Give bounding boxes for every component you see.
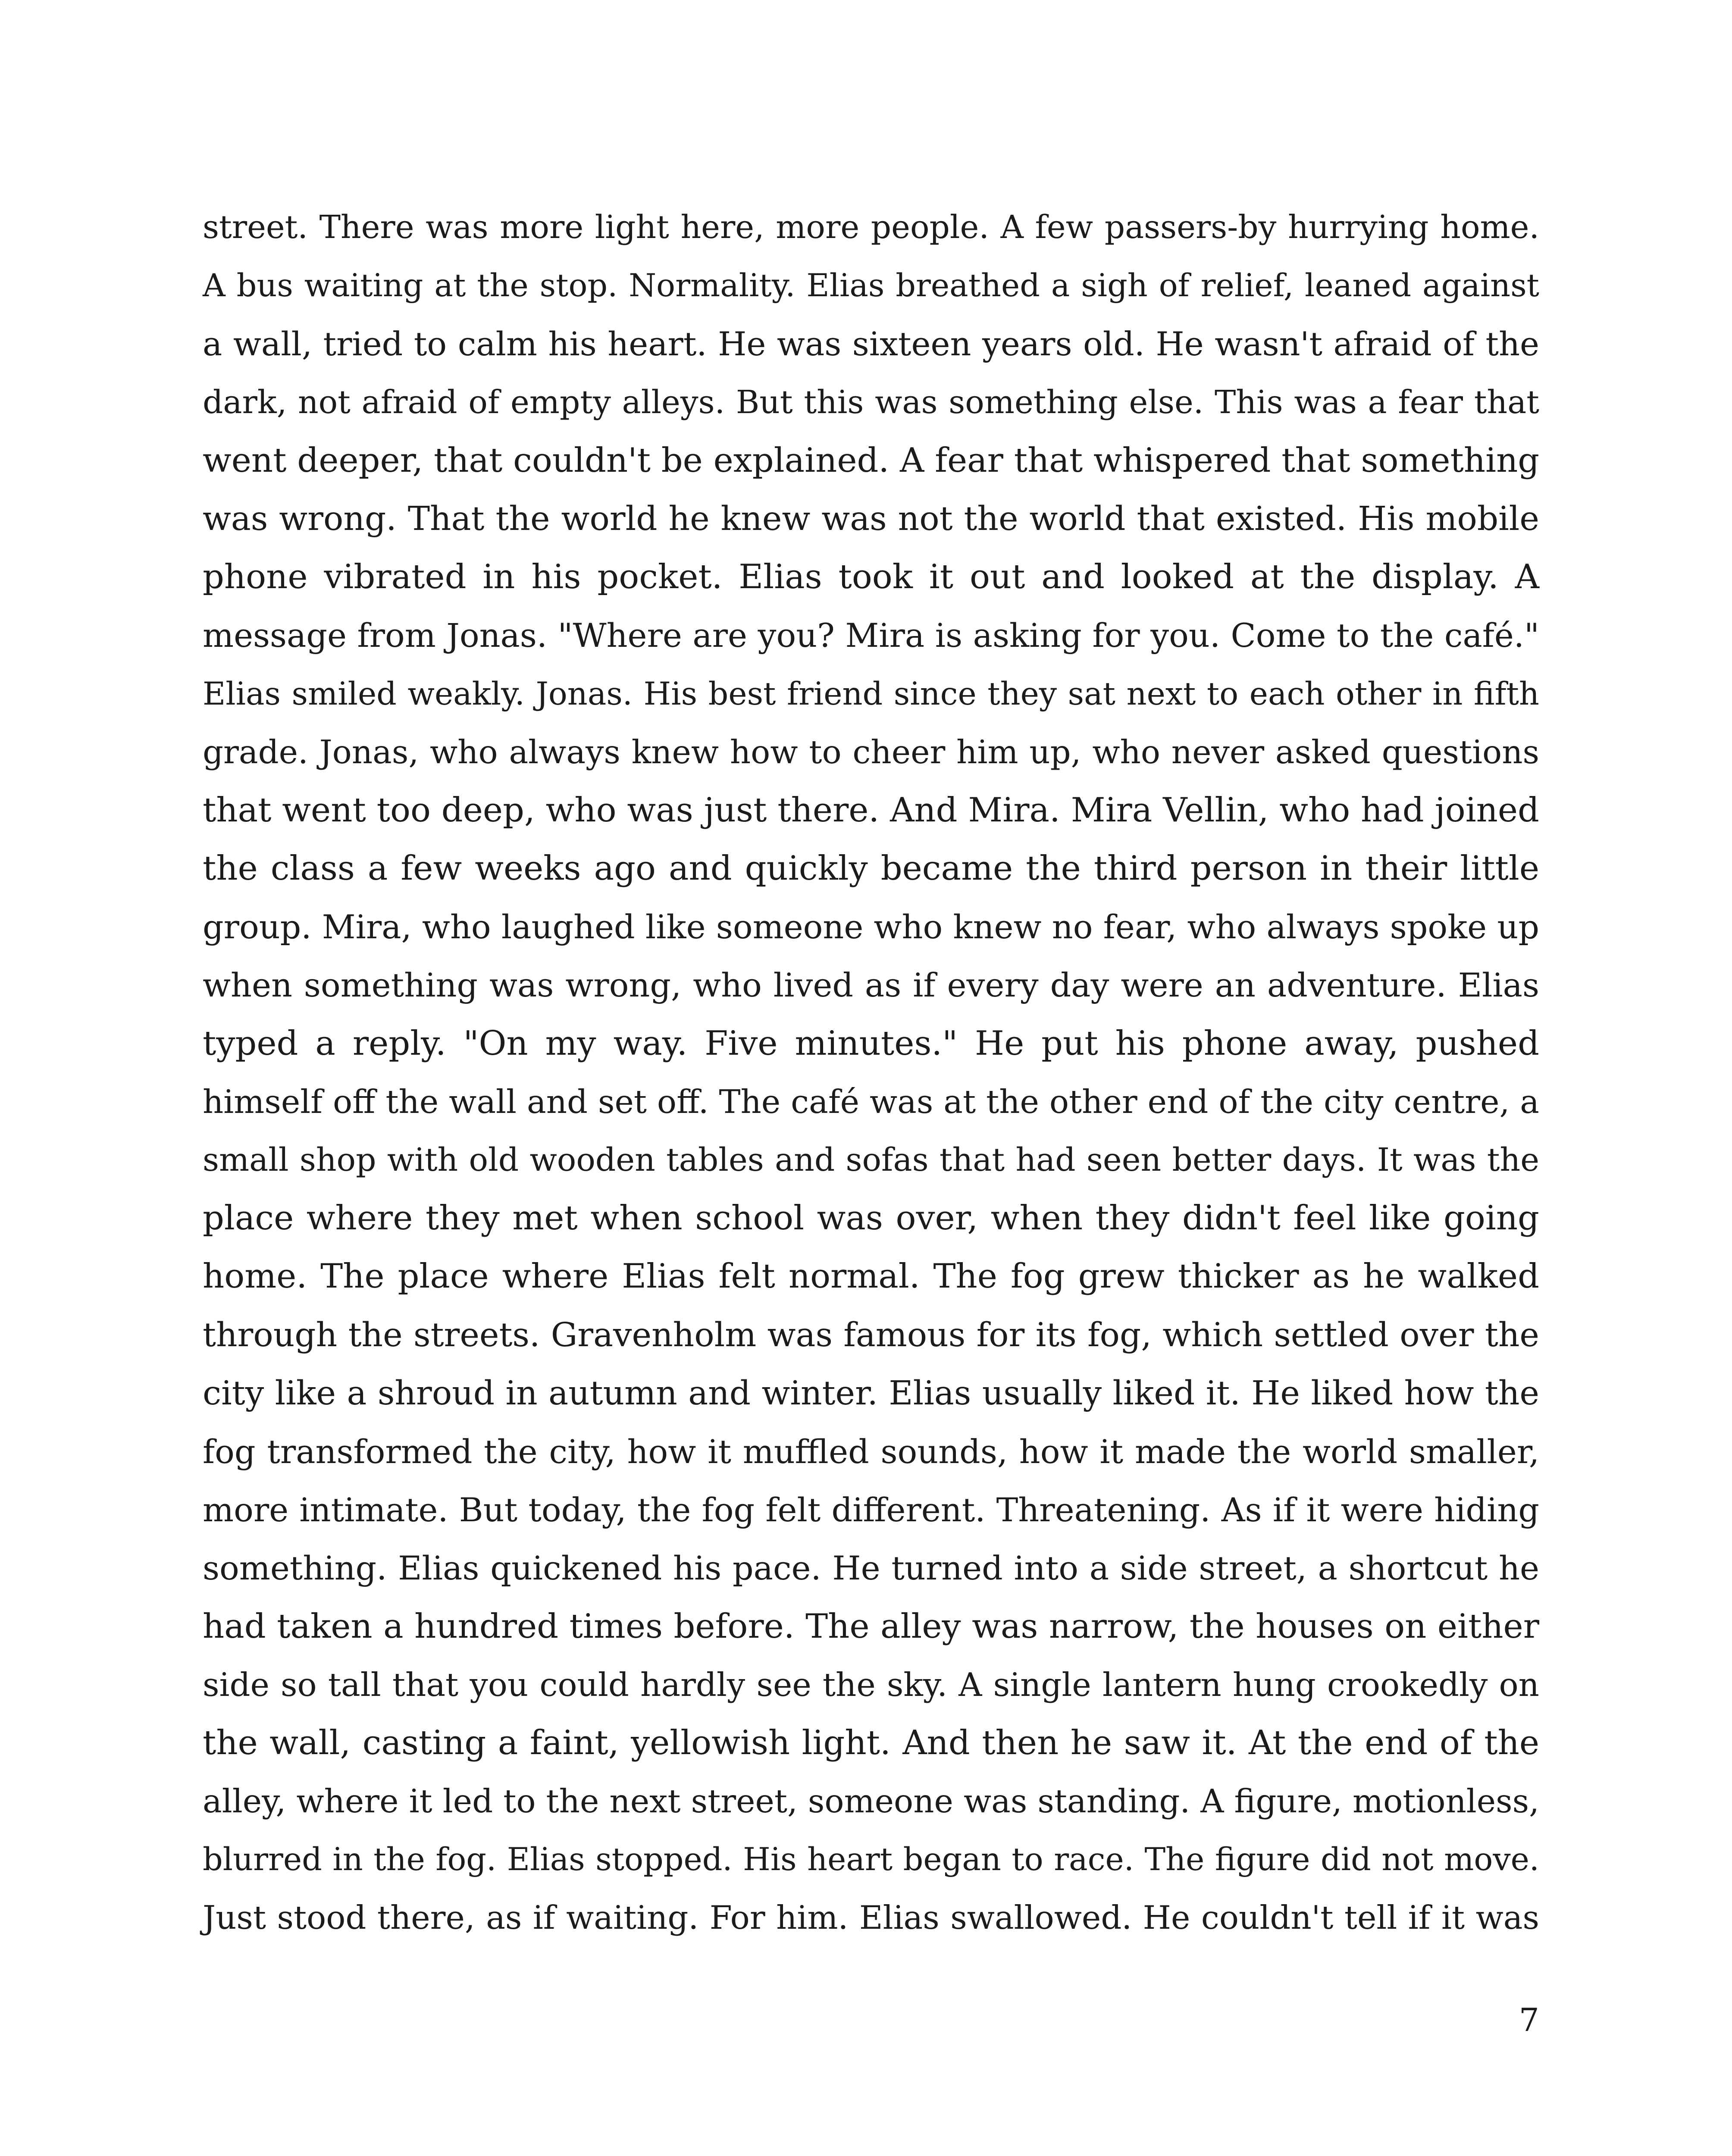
page-number: 7: [1519, 2002, 1539, 2039]
text-line-16: himself off the wall and set off. The café was at the other end of the city centre, a: [203, 1082, 1539, 1121]
text-line-2: A bus waiting at the stop. Normality. Elias breathed a sigh of relief, leaned against: [203, 267, 1539, 304]
text-line-22: fog transformed the city, how it muffled sounds, how it made the world smaller,: [203, 1432, 1539, 1471]
text-line-10: grade. Jonas, who always knew how to cheer him up, who never asked questions: [203, 733, 1539, 771]
text-line-12: the class a few weeks ago and quickly became the third person in their little: [203, 849, 1539, 888]
text-line-29: blurred in the fog. Elias stopped. His heart began to race. The figure did not move.: [203, 1841, 1539, 1878]
text-line-9: Elias smiled weakly. Jonas. His best friend since they sat next to each other in fifth: [203, 675, 1539, 712]
text-line-23: more intimate. But today, the fog felt different. Threatening. As if it were hiding: [203, 1491, 1539, 1529]
text-line-25: had taken a hundred times before. The alley was narrow, the houses on either: [203, 1607, 1539, 1646]
text-line-26: side so tall that you could hardly see the sky. A single lantern hung crookedly on: [203, 1665, 1539, 1704]
text-line-14: when something was wrong, who lived as if every day were an adventure. Elias: [203, 966, 1539, 1005]
text-line-18: place where they met when school was over, when they didn't feel like going: [203, 1199, 1539, 1238]
text-line-8: message from Jonas. "Where are you? Mira is asking for you. Come to the café.": [203, 616, 1539, 655]
text-line-24: something. Elias quickened his pace. He turned into a side street, a shortcut he: [203, 1549, 1539, 1588]
text-line-6: was wrong. That the world he knew was not the world that existed. His mobile: [203, 499, 1539, 538]
body-text: [203, 198, 1539, 1947]
text-line-5: went deeper, that couldn't be explained. A fear that whispered that something: [203, 441, 1540, 480]
text-line-21: city like a shroud in autumn and winter. Elias usually liked it. He liked how the: [203, 1374, 1539, 1413]
text-line-28: alley, where it led to the next street, someone was standing. A figure, motionless,: [203, 1782, 1539, 1821]
text-line-19: home. The place where Elias felt normal. The fog grew thicker as he walked: [203, 1257, 1539, 1296]
text-line-11: that went too deep, who was just there. And Mira. Mira Vellin, who had joined: [203, 790, 1539, 830]
text-line-30: Just stood there, as if waiting. For him. Elias swallowed. He couldn't tell if it was: [203, 1899, 1539, 1937]
text-line-1: street. There was more light here, more people. A few passers-by hurrying home.: [203, 209, 1539, 246]
text-line-15: typed a reply. "On my way. Five minutes." He put his phone away, pushed: [203, 1024, 1539, 1063]
text-line-7: phone vibrated in his pocket. Elias took it out and looked at the display. A: [203, 558, 1539, 597]
text-line-13: group. Mira, who laughed like someone who knew no fear, who always spoke up: [203, 908, 1539, 946]
text-line-27: the wall, casting a faint, yellowish light. And then he saw it. At the end of the: [203, 1723, 1539, 1762]
text-line-17: small shop with old wooden tables and sofas that had seen better days. It was the: [203, 1141, 1539, 1178]
text-line-20: through the streets. Gravenholm was famous for its fog, which settled over the: [203, 1316, 1539, 1354]
text-line-4: dark, not afraid of empty alleys. But this was something else. This was a fear that: [203, 383, 1539, 421]
text-line-3: a wall, tried to calm his heart. He was sixteen years old. He wasn't afraid of the: [203, 325, 1539, 364]
